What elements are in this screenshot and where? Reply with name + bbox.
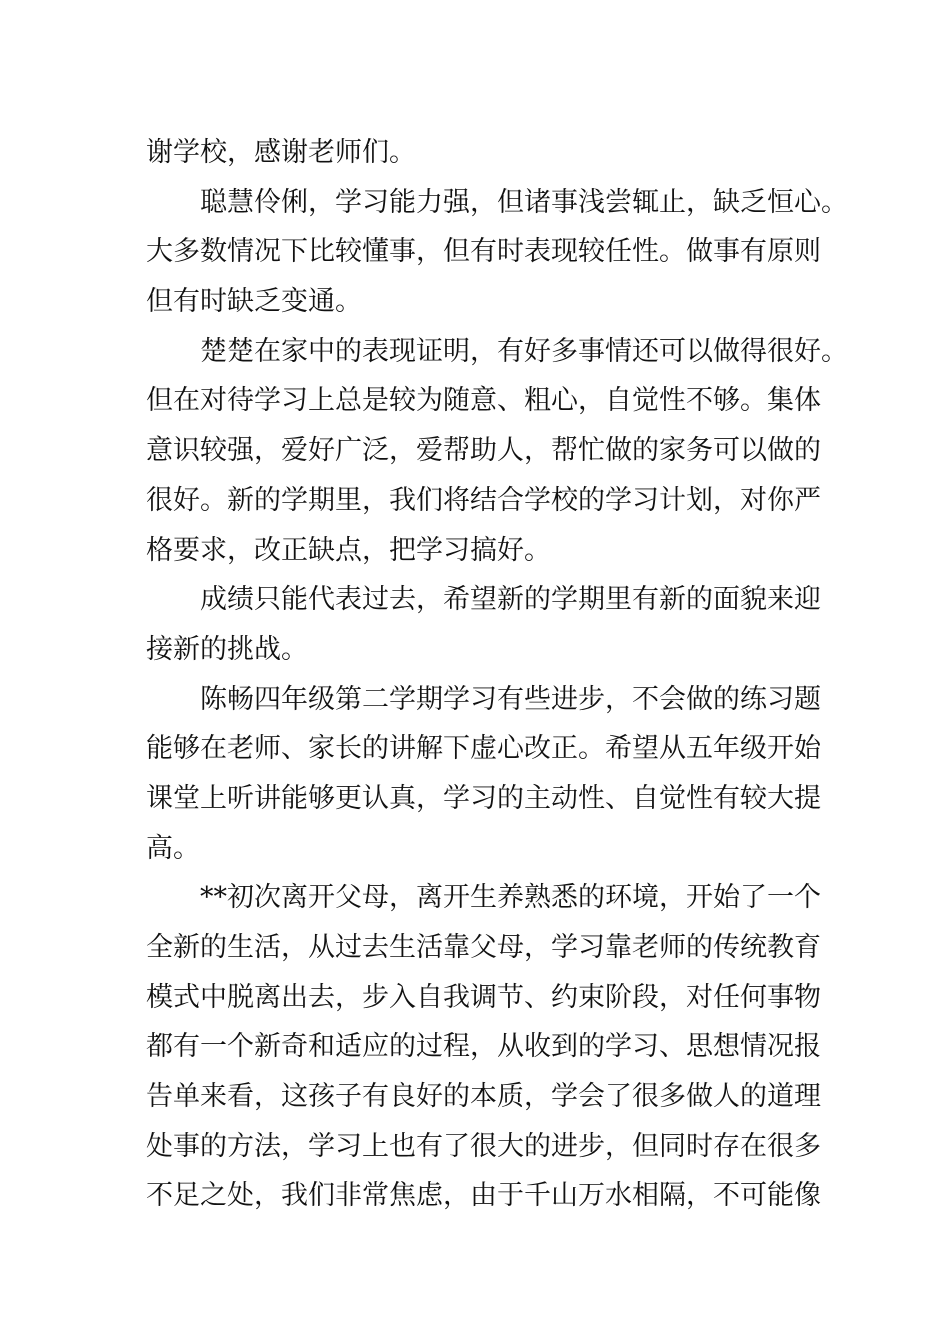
text-line: 全新的生活，从过去生活靠父母，学习靠老师的传统教育 — [146, 932, 821, 963]
text-line: 不足之处，我们非常焦虑，由于千山万水相隔，不可能像 — [146, 1180, 821, 1212]
paragraph-first-line: **初次离开父母，离开生养熟悉的环境，开始了一个 — [200, 882, 821, 914]
paragraph-first-line: 楚楚在家中的表现证明，有好多事情还可以做得很好。 — [200, 335, 848, 367]
text-line: 大多数情况下比较懂事，但有时表现较任性。做事有原则 — [146, 236, 821, 268]
text-line: 接新的挑战。 — [146, 633, 308, 665]
text-line: 模式中脱离出去，步入自我调节、约束阶段，对任何事物 — [146, 981, 821, 1013]
text-line: 告单来看，这孩子有良好的本质，学会了很多做人的道理 — [146, 1081, 821, 1113]
document-body — [146, 128, 848, 1221]
text-line: 处事的方法，学习上也有了很大的进步，但同时存在很多 — [146, 1130, 821, 1162]
text-line: 能够在老师、家长的讲解下虚心改正。希望从五年级开始 — [146, 733, 821, 765]
text-line: 谢学校，感谢老师们。 — [146, 137, 416, 168]
text-line: 课堂上听讲能够更认真，学习的主动性、自觉性有较大提 — [146, 782, 821, 814]
text-line: 高。 — [146, 832, 200, 864]
text-line: 都有一个新奇和适应的过程，从收到的学习、思想情况报 — [146, 1031, 821, 1063]
paragraph-first-line: 成绩只能代表过去，希望新的学期里有新的面貌来迎 — [200, 584, 821, 616]
text-line: 但在对待学习上总是较为随意、粗心，自觉性不够。集体 — [146, 385, 821, 417]
text-line: 意识较强，爱好广泛，爱帮助人，帮忙做的家务可以做的 — [146, 435, 821, 467]
text-line: 很好。新的学期里，我们将结合学校的学习计划，对你严 — [146, 484, 821, 516]
paragraph-first-line: 陈畅四年级第二学期学习有些进步，不会做的练习题 — [200, 683, 821, 715]
text-line: 但有时缺乏变通。 — [146, 286, 362, 318]
paragraph-first-line: 聪慧伶俐，学习能力强，但诸事浅尝辄止，缺乏恒心。 — [200, 186, 848, 218]
text-line: 格要求，改正缺点，把学习搞好。 — [146, 534, 551, 566]
